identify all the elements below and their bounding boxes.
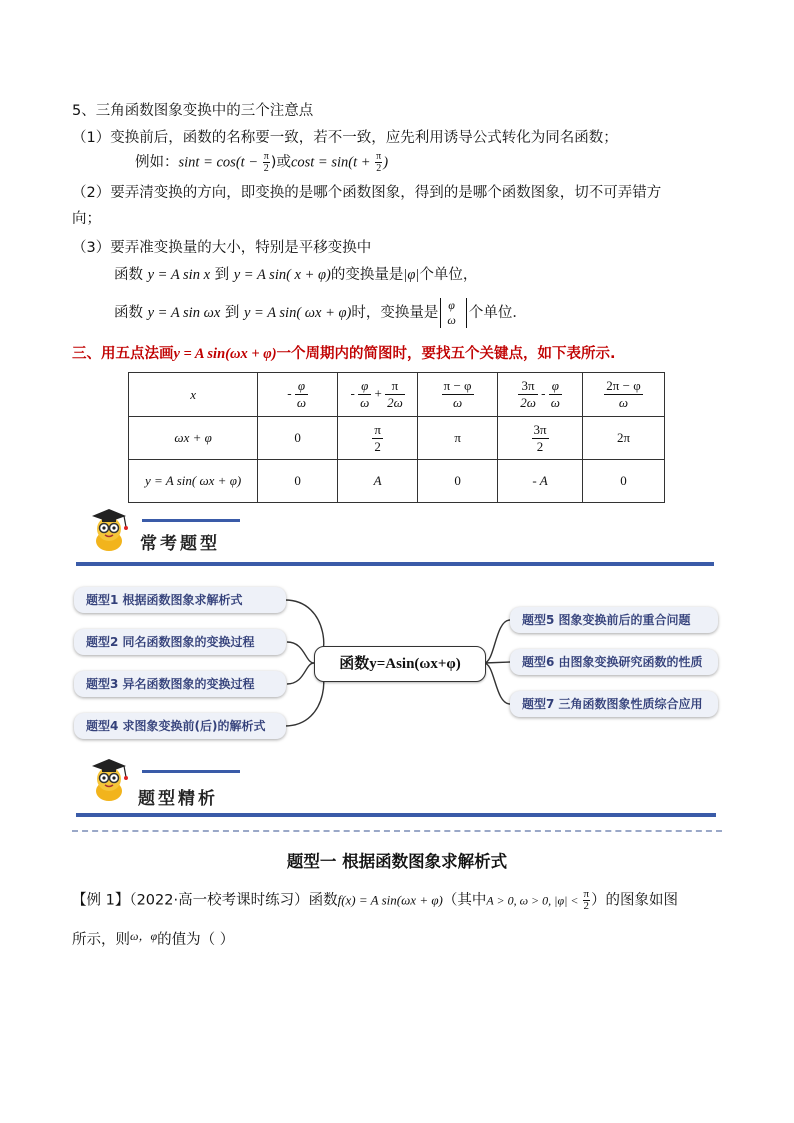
x-cell-1: - $\frac{\varphi}{\omega}$ bbox=[258, 373, 338, 417]
phase-cell-5: 2π bbox=[583, 417, 665, 460]
abs-phi-over-omega: φ ω bbox=[440, 298, 466, 328]
x-cell-2: - $\frac{\varphi}{\omega}$ + $\frac{\pi}{2\omega}$ bbox=[338, 373, 418, 417]
phase-cell-3: π bbox=[418, 417, 498, 460]
type-item-7[interactable]: 题型7 三角函数图象性质综合应用 bbox=[510, 691, 718, 717]
mindmap-center: 函数y=Asin(ωx+φ) bbox=[314, 646, 486, 682]
type-item-1[interactable]: 题型1 根据函数图象求解析式 bbox=[74, 587, 286, 613]
phase-cell-4: $\frac{3\pi}{2}$ bbox=[498, 417, 583, 460]
type-item-3[interactable]: 题型3 异名函数图象的变换过程 bbox=[74, 671, 286, 697]
banner-underline bbox=[76, 813, 716, 817]
phase-cell-2: $\frac{\pi}{2}$ bbox=[338, 417, 418, 460]
row-label-phase: ωx + φ bbox=[129, 417, 258, 460]
y-cell-1: 0 bbox=[258, 460, 338, 503]
banner-accent-bar bbox=[142, 770, 240, 773]
mascot-icon bbox=[84, 755, 134, 803]
row-label-x: x bbox=[129, 373, 258, 417]
row-label-y: y = A sin( ωx + φ) bbox=[129, 460, 258, 503]
note-heading: 5、三角函数图象变换中的三个注意点 bbox=[72, 103, 314, 119]
example-line1: 【例 1】（2022·高一校考课时练习）函数f(x) = A sin(ωx + φ)（其中A > 0, ω > 0, |φ| < $\frac{\pi}{2}$ ）的图象如图 bbox=[72, 888, 679, 912]
note-p1: （1）变换前后，函数的名称要一致，若不一致，应先利用诱导公式转化为同名函数； bbox=[72, 130, 618, 146]
example-line2: 所示，则$^{\omega,\varphi}$的值为（ ） bbox=[72, 929, 235, 948]
type-item-5[interactable]: 题型5 图象变换前后的重合问题 bbox=[510, 607, 718, 633]
common-types-title: 常考题型 bbox=[140, 534, 220, 554]
note-p1-example: 例如：sint = cos(t − $\frac{\pi}{2}$ )或cost = sin(t + $\frac{\pi}{2}$ ) bbox=[135, 151, 389, 174]
dashed-divider bbox=[72, 830, 722, 832]
y-cell-3: 0 bbox=[418, 460, 498, 503]
type-item-6[interactable]: 题型6 由图象变换研究函数的性质 bbox=[510, 649, 718, 675]
note-p2-line2: 向； bbox=[72, 211, 101, 227]
fraction-pi-over-2: $\frac{\pi}{2}$ bbox=[376, 151, 382, 174]
five-point-heading: 三、用五点法画y = A sin(ωx + φ)一个周期内的简图时，要找五个关键点，如下表所示. bbox=[72, 346, 616, 362]
type-item-4[interactable]: 题型4 求图象变换前(后)的解析式 bbox=[74, 713, 286, 739]
y-cell-2: A bbox=[338, 460, 418, 503]
analysis-title: 题型精析 bbox=[138, 789, 218, 809]
note-p2-line1: （2）要弄清变换的方向，即变换的是哪个函数图象，得到的是哪个函数图象，切不可弄错方 bbox=[72, 185, 662, 201]
section-heading: 题型一 根据函数图象求解析式 bbox=[286, 852, 508, 871]
fraction-pi-over-2: $\frac{\pi}{2}$ bbox=[263, 151, 269, 174]
x-cell-4: $\frac{3\pi}{2\omega}$ - $\frac{\varphi}{\omega}$ bbox=[498, 373, 583, 417]
x-cell-3: $\frac{\pi - \varphi}{\omega}$ bbox=[418, 373, 498, 417]
phase-cell-1: 0 bbox=[258, 417, 338, 460]
note-p3: （3）要弄准变换量的大小，特别是平移变换中 bbox=[72, 240, 372, 256]
y-cell-4: - A bbox=[498, 460, 583, 503]
type-item-2[interactable]: 题型2 同名函数图象的变换过程 bbox=[74, 629, 286, 655]
x-cell-5: $\frac{2\pi - \varphi}{\omega}$ bbox=[583, 373, 665, 417]
y-cell-5: 0 bbox=[583, 460, 665, 503]
note-p3-b: 函数 y = A sin ωx 到 y = A sin( ωx + φ)时，变换量是 φ ω 个单位． bbox=[114, 298, 527, 327]
note-p3-a: 函数 y = A sin x 到 y = A sin( x + φ)的变换量是|φ|个单位， bbox=[114, 267, 478, 283]
